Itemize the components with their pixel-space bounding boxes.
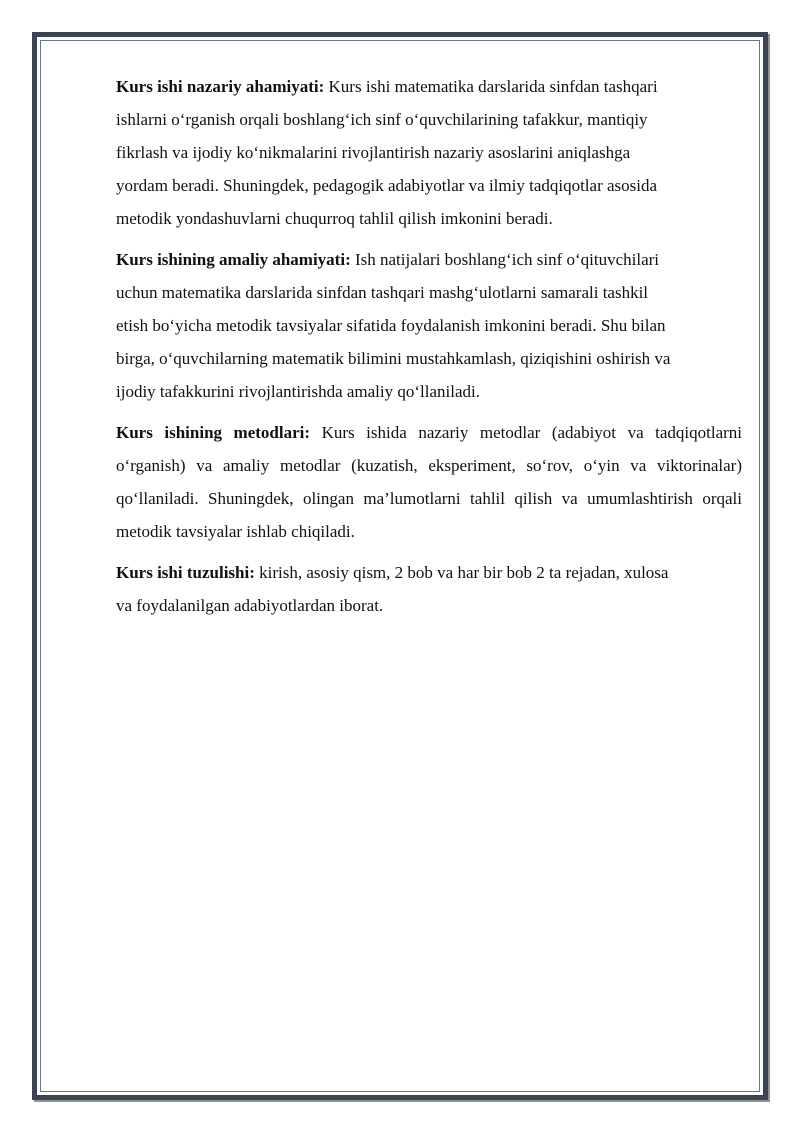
paragraph-practical-significance xyxy=(116,243,742,408)
paragraph-lead: Kurs ishi nazariy ahamiyati: xyxy=(116,77,325,96)
paragraph-lead: Kurs ishi tuzulishi: xyxy=(116,563,255,582)
paragraph-lead: Kurs ishining metodlari: xyxy=(116,423,311,442)
document-body xyxy=(116,70,742,630)
paragraph-line: ijodiy tafakkurini rivojlantirishda amaliy qo‘llaniladi. xyxy=(116,382,480,401)
paragraph-line: kirish, asosiy qism, 2 bob va har bir bob 2 ta rejadan, xulosa xyxy=(259,563,669,582)
paragraph-line: yordam beradi. Shuningdek, pedagogik adabiyotlar va ilmiy tadqiqotlar asosida xyxy=(116,176,658,195)
paragraph-line: va foydalanilgan adabiyotlardan iborat. xyxy=(116,596,384,615)
paragraph-line: Kurs ishi matematika darslarida sinfdan tashqari xyxy=(328,77,658,96)
paragraph-text: Kurs ishida nazariy metodlar (adabiyot va tadqiqotlarni o‘rganish) va amaliy metodlar (kuzatish, eksperiment, so‘rov, o‘yin va viktorinalar) qo‘llaniladi. Shuningdek, olingan ma’lumotlarni tahlil qilish va umumlashtirish orqali metodik tavsiyalar ishlab chiqiladi. xyxy=(116,423,743,541)
paragraph-line: Ish natijalari boshlang‘ich sinf o‘qituvchilari xyxy=(354,250,660,269)
paragraph-methods xyxy=(116,416,742,548)
paragraph-structure xyxy=(116,556,742,622)
paragraph-line: birga, o‘quvchilarning matematik bilimini mustahkamlash, qiziqishini oshirish va xyxy=(116,349,671,368)
paragraph-line: uchun matematika darslarida sinfdan tashqari mashg‘ulotlarni samarali tashkil xyxy=(116,283,649,302)
paragraph-line: ishlarni o‘rganish orqali boshlang‘ich sinf o‘quvchilarining tafakkur, mantiqiy xyxy=(116,110,648,129)
paragraph-lead: Kurs ishining amaliy ahamiyati: xyxy=(116,250,351,269)
paragraph-line: etish bo‘yicha metodik tavsiyalar sifatida foydalanish imkonini beradi. Shu bilan xyxy=(116,316,666,335)
paragraph-theoretical-significance xyxy=(116,70,742,235)
paragraph-line: fikrlash va ijodiy ko‘nikmalarini rivojlantirish nazariy asoslarini aniqlashga xyxy=(116,143,631,162)
paragraph-line: metodik yondashuvlarni chuqurroq tahlil qilish imkonini beradi. xyxy=(116,209,553,228)
